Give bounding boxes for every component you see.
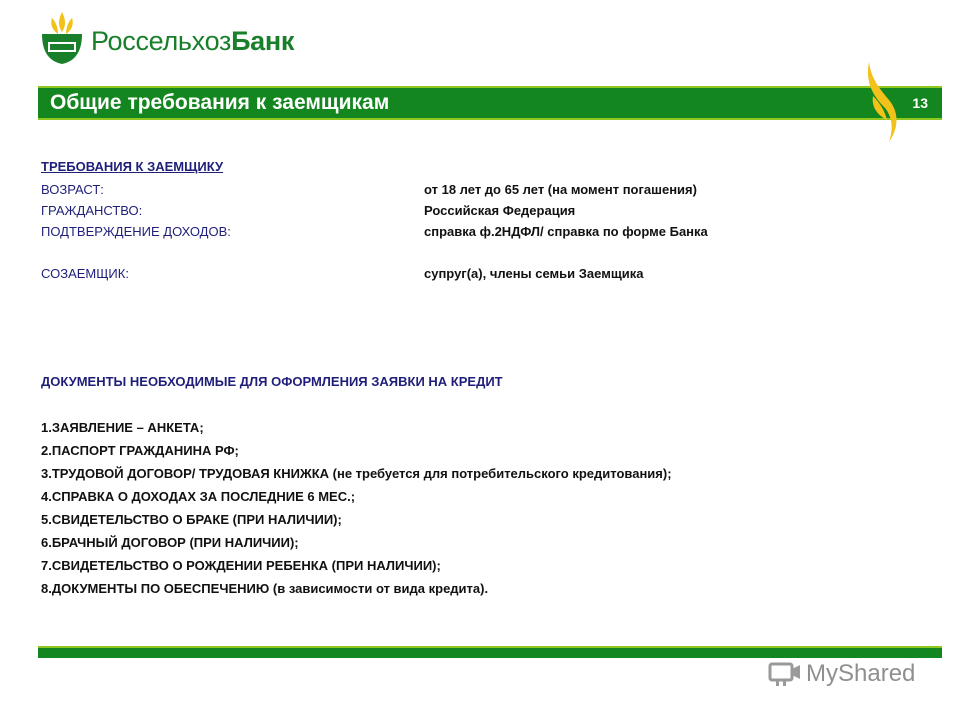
coborrower-label: СОЗАЕМЩИК: [41, 266, 129, 281]
document-item: 2.ПАСПОРТ ГРАЖДАНИНА РФ; [41, 443, 239, 458]
bank-logo [38, 10, 338, 70]
myshared-watermark [768, 658, 938, 692]
document-item: 6.БРАЧНЫЙ ДОГОВОР (ПРИ НАЛИЧИИ); [41, 535, 299, 550]
income-proof-label: ПОДТВЕРЖДЕНИЕ ДОХОДОВ: [41, 224, 231, 239]
documents-heading: ДОКУМЕНТЫ НЕОБХОДИМЫЕ ДЛЯ ОФОРМЛЕНИЯ ЗАЯВКИ НА КРЕДИТ [41, 374, 503, 389]
coborrower-value: супруг(а), члены семьи Заемщика [424, 266, 644, 281]
document-item: 3.ТРУДОВОЙ ДОГОВОР/ ТРУДОВАЯ КНИЖКА (не требуется для потребительского кредитования); [41, 466, 672, 481]
footer-bar [38, 646, 942, 658]
document-item: 4.СПРАВКА О ДОХОДАХ ЗА ПОСЛЕДНИЕ 6 МЕС.; [41, 489, 356, 504]
page-number: 13 [912, 95, 928, 111]
slide-title-bar [38, 86, 942, 120]
age-value: от 18 лет до 65 лет (на момент погашения) [424, 182, 697, 197]
bank-name-part1: Россельхоз [91, 26, 232, 56]
rshb-emblem-icon [38, 10, 86, 66]
projector-icon [768, 660, 802, 688]
requirements-heading: ТРЕБОВАНИЯ К ЗАЕМЩИКУ [41, 159, 224, 174]
document-item: 5.СВИДЕТЕЛЬСТВО О БРАКЕ (ПРИ НАЛИЧИИ); [41, 512, 342, 527]
document-item: 8.ДОКУМЕНТЫ ПО ОБЕСПЕЧЕНИЮ (в зависимости от вида кредита). [41, 581, 489, 596]
bank-name-part2: Банк [231, 26, 295, 56]
bank-name [91, 26, 294, 57]
slide-title: Общие требования к заемщикам [50, 91, 390, 114]
document-item: 7.СВИДЕТЕЛЬСТВО О РОЖДЕНИИ РЕБЕНКА (ПРИ НАЛИЧИИ); [41, 558, 441, 573]
wheat-ear-icon [863, 60, 903, 144]
document-item: 1.ЗАЯВЛЕНИЕ – АНКЕТА; [41, 420, 204, 435]
citizenship-value: Российская Федерация [424, 203, 576, 218]
age-label: ВОЗРАСТ: [41, 182, 104, 197]
citizenship-label: ГРАЖДАНСТВО: [41, 203, 143, 218]
watermark-text: MyShared [806, 660, 916, 687]
income-proof-value: справка ф.2НДФЛ/ справка по форме Банка [424, 224, 708, 239]
